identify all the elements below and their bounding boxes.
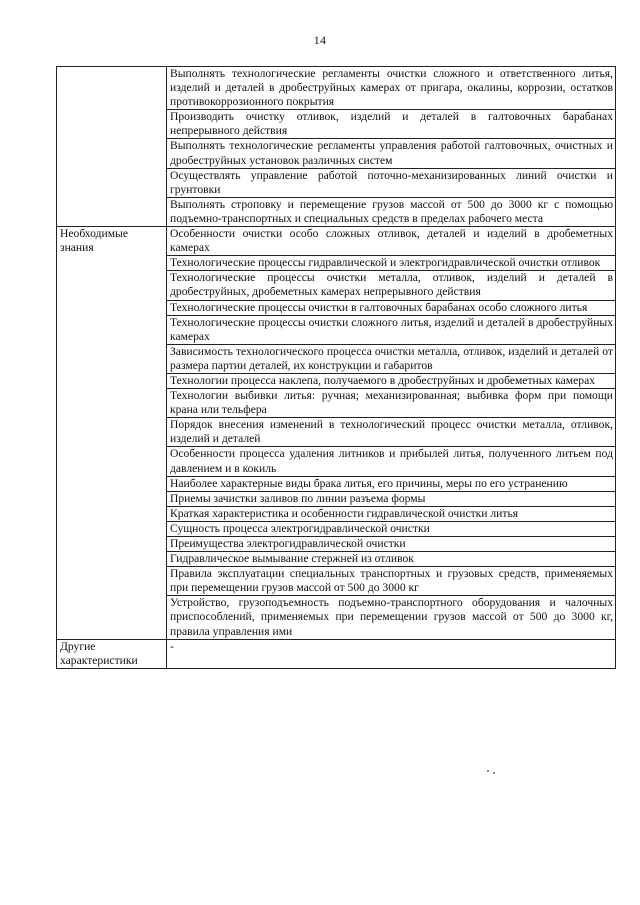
section-label [57,67,167,227]
scan-artifact [493,772,495,774]
requirement-item: Выполнять технологические регламенты очистки сложного и ответственного литья, изделий и деталей в дробеструйных камерах от пригара, окалины, коррозии, остатков противокоррозионного покрытия [167,67,616,110]
requirement-item: Выполнять строповку и перемещение грузов массой от 500 до 3000 кг с помощью подъемно-транспортных и специальных средств в пределах рабочего места [167,197,616,226]
requirement-item: Гидравлическое вымывание стержней из отливок [167,552,616,567]
requirement-item: Технологические процессы гидравлической и электрогидравлической очистки отливок [167,256,616,271]
section-label: Необходимые знания [57,227,167,640]
requirement-item: Осуществлять управление работой поточно-механизированных линий очистки и грунтовки [167,168,616,197]
competency-table [56,66,616,669]
requirement-item: Зависимость технологического процесса очистки металла, отливок, изделий и деталей от размера партии деталей, их конструкции и габаритов [167,344,616,373]
requirement-item: Технологии выбивки литья: ручная; механизированная; выбивка форм при помощи крана или тельфера [167,389,616,418]
requirement-item: Правила эксплуатации специальных транспортных и грузовых средств, применяемых при перемещении грузов массой от 500 до 3000 кг [167,567,616,596]
requirement-item: Особенности очистки особо сложных отливок, деталей и изделий в дробеметных камерах [167,227,616,256]
requirement-item: Технологические процессы очистки сложного литья, изделий и деталей в дробеструйных камерах [167,315,616,344]
requirement-item: Порядок внесения изменений в технологический процесс очистки металла, отливок, изделий и деталей [167,418,616,447]
requirement-item: Преимущества электрогидравлической очистки [167,537,616,552]
table-row [57,227,616,256]
requirement-item: Производить очистку отливок, изделий и деталей в галтовочных барабанах непрерывного действия [167,110,616,139]
requirement-item: Технологические процессы очистки металла, отливок, изделий и деталей в дробеструйных, дробеметных камерах непрерывного действия [167,271,616,300]
table-row [57,67,616,110]
requirement-item: Приемы зачистки заливов по линии разъема формы [167,491,616,506]
page-number: 14 [313,33,327,47]
scan-artifact [487,770,489,772]
requirement-item: Устройство, грузоподъемность подъемно-транспортного оборудования и чалочных приспособлений, применяемых при перемещении грузов массой от 500 до 3000 кг, правила управления ими [167,596,616,639]
section-label: Другие характеристики [57,639,167,668]
requirement-item: Технологии процесса наклепа, получаемого в дробеструйных и дробеметных камерах [167,373,616,388]
requirement-item: Технологические процессы очистки в галтовочных барабанах особо сложного литья [167,300,616,315]
requirement-item: Краткая характеристика и особенности гидравлической очистки литья [167,506,616,521]
table-body [57,67,616,669]
requirement-item: Особенности процесса удаления литников и прибылей литья, полученного литьем под давлением и в кокиль [167,447,616,476]
requirement-item: - [167,639,616,668]
table-row [57,639,616,668]
requirement-item: Наиболее характерные виды брака литья, его причины, меры по его устранению [167,476,616,491]
requirement-item: Выполнять технологические регламенты управления работой галтовочных, очистных и дробеструйных установок различных систем [167,139,616,168]
requirement-item: Сущность процесса электрогидравлической очистки [167,521,616,536]
